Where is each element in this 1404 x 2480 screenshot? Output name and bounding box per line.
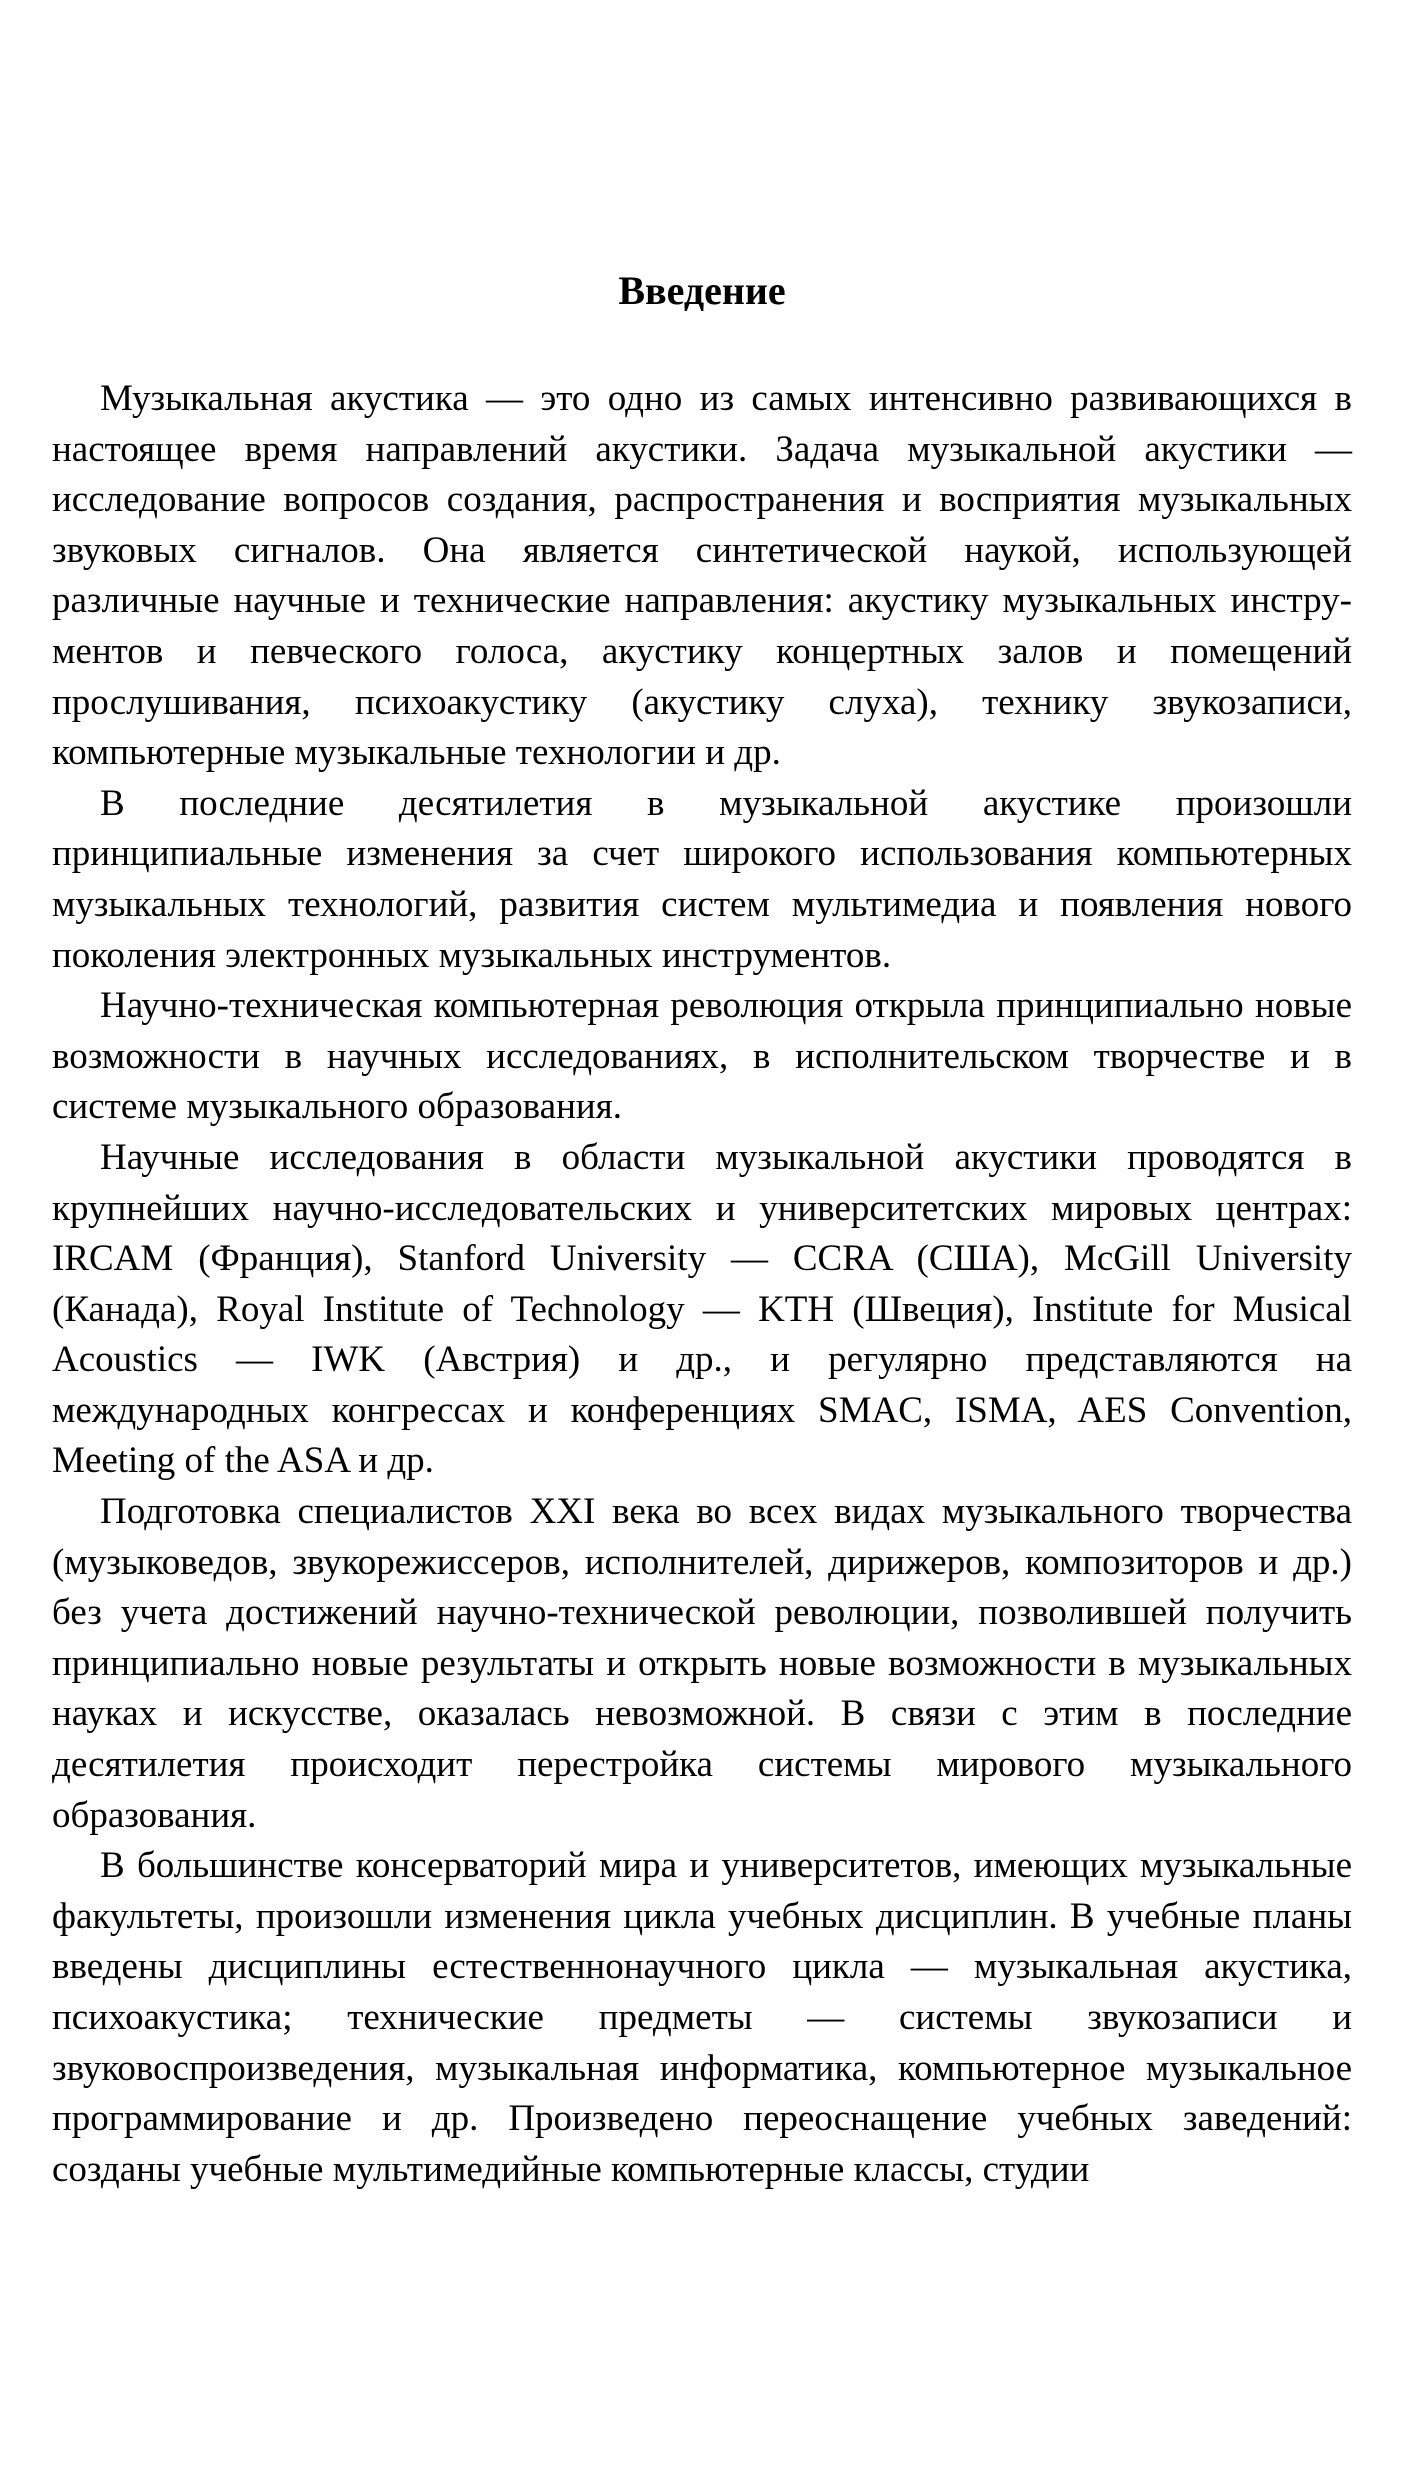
body-text xyxy=(52,374,1352,2195)
paragraph-4: Научные исследования в области музыкальной акустики проводятся в крупнейших научно-исследовательских и университетских мировых центрах: IRCAM (Франция), Stanford University — CCRA (США), McGill University (Канада), Royal Institute of Technology — KTH (Швеция), Institute for Musical Acoustics — IWK (Австрия) и др., и регулярно представляются на международных конгрессах и конференциях SMAC, ISMA, AES Convention, Meeting of the ASA и др. xyxy=(52,1136,1352,1482)
paragraph-6: В большинстве консерваторий мира и университетов, имеющих музыкальные факультеты, произошли изменения цикла учебных дисциплин. В учебные планы введены дисциплины естественнонаучного цикла — музыкальная акустика, психоакустика; технические предметы — системы звукозаписи и звуковоспроизведения, музыкальная информатика, компьютерное музыкальное программирование и др. Произведено переоснащение учебных заведений: созданы учебные мультимедийные компьютерные классы, студии xyxy=(52,1845,1352,2190)
paragraph-2: В последние десятилетия в музыкальной акустике произошли принципиальные изменения за счет широкого использования компьютерных музыкальных технологий, развития систем мультимедиа и появления нового поколения электронных музыкальных инструментов. xyxy=(52,782,1352,976)
paragraph-3: Научно-техническая компьютерная революция открыла принципиально новые возможности в научных исследованиях, в исполнительском творчестве и в системе музыкального образования. xyxy=(52,985,1352,1128)
paragraph-1: Музыкальная акустика — это одно из самых интенсивно развивающихся в настоящее время направлений акустики. Задача музыкальной акустики — исследование вопросов создания, распространения и восприятия музыкальных звуковых сигналов. Она является синтетической наукой, использующей различные научные и технические направления: акустику музыкальных инструментов и певческого голоса, акустику концертных залов и помещений прослушивания, психоакустику (акустику слуха), технику звукозаписи, компьютерные музыкальные технологии и др. xyxy=(52,378,1352,774)
paragraph-5: Подготовка специалистов XXI века во всех видах музыкального творчества (музыковедов, звукорежиссеров, исполнителей, дирижеров, композиторов и др.) без учета достижений научно-технической революции, позволившей получить принципиально новые результаты и открыть новые возможности в музыкальных науках и искусстве, оказалась невозможной. В связи с этим в последние десятилетия происходит перестройка системы мирового музыкального образования. xyxy=(52,1491,1352,1836)
page-title: Введение xyxy=(618,268,786,313)
